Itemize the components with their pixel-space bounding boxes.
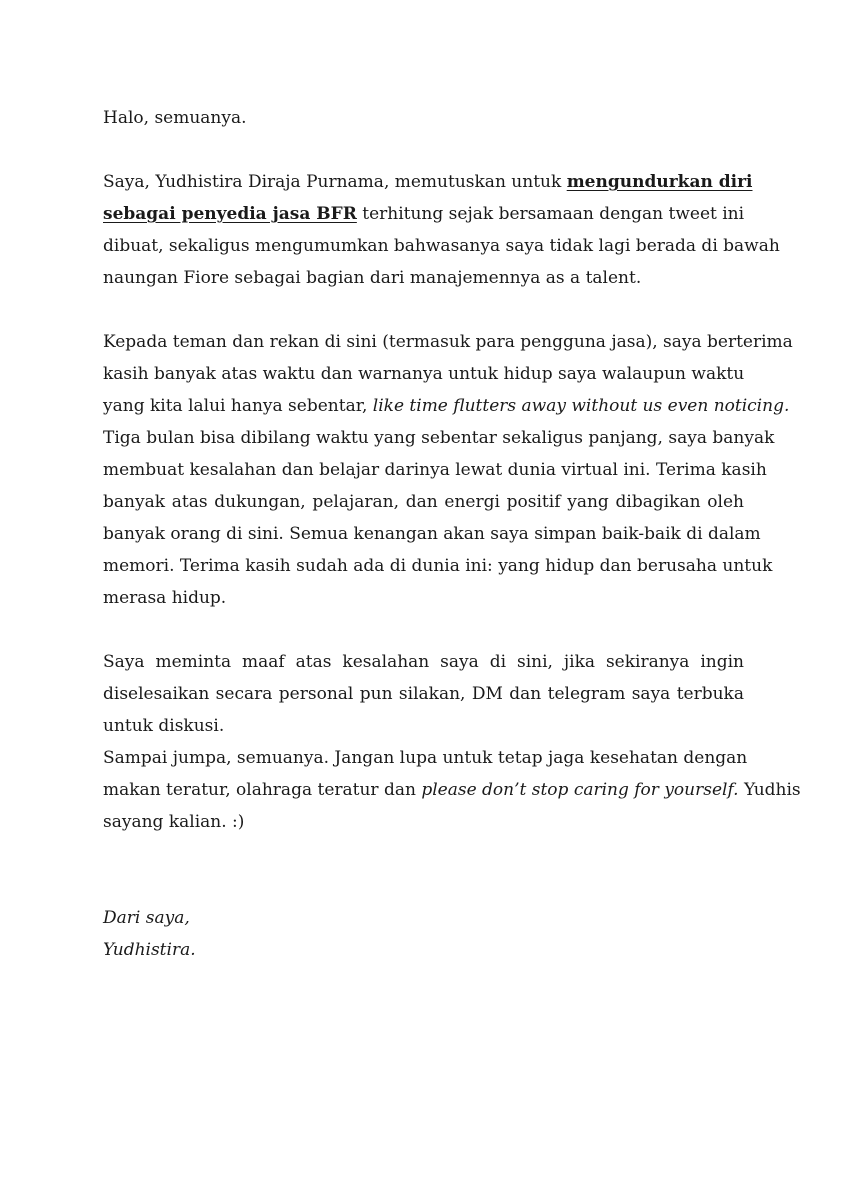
greeting-text: Halo, semuanya. xyxy=(103,108,247,128)
resignation-line-4: naungan Fiore sebagai bagian dari manajemennya as a talent. xyxy=(103,268,642,288)
farewell-italic-phrase: please don’t stop caring for yourself. xyxy=(421,780,739,800)
memories-line-1: Tiga bulan bisa dibilang waktu yang sebentar sekaligus panjang, saya banyak xyxy=(103,428,775,448)
apology-paragraph xyxy=(103,646,744,742)
thanks-line-2: kasih banyak atas waktu dan warnanya untuk hidup saya walaupun waktu xyxy=(103,364,745,384)
apology-line-2: diselesaikan secara personal pun silakan, DM dan telegram saya terbuka xyxy=(103,684,744,704)
apology-line-1: Saya meminta maaf atas kesalahan saya di sini, jika sekiranya ingin xyxy=(103,652,744,672)
thanks-line-3 xyxy=(103,390,790,422)
memories-line-2: membuat kesalahan dan belajar darinya lewat dunia virtual ini. Terima kasih xyxy=(103,460,767,480)
resignation-line-2 xyxy=(103,198,744,230)
memories-line-6: merasa hidup. xyxy=(103,588,227,608)
signoff-name: Yudhistira. xyxy=(103,940,196,960)
thanks-italic-phrase: like time flutters away without us even noticing. xyxy=(372,396,790,416)
resignation-line-1 xyxy=(103,166,753,198)
thanks-paragraph xyxy=(103,326,793,422)
signoff xyxy=(103,902,744,966)
farewell-text-end: Yudhis xyxy=(738,780,801,800)
farewell-line-3: sayang kalian. :) xyxy=(103,812,245,832)
apology-line-3: untuk diskusi. xyxy=(103,716,225,736)
resignation-emphasis-b: sebagai penyedia jasa BFR xyxy=(103,204,357,224)
resignation-text-a: Saya, Yudhistira Diraja Purnama, memutuskan untuk xyxy=(103,172,567,192)
resignation-paragraph xyxy=(103,166,780,294)
memories-paragraph xyxy=(103,422,775,614)
signoff-line-1: Dari saya, xyxy=(103,908,190,928)
letter-page xyxy=(103,102,801,966)
memories-line-4: banyak orang di sini. Semua kenangan akan saya simpan baik-baik di dalam xyxy=(103,524,761,544)
resignation-text-b: terhitung sejak bersamaan dengan tweet ini xyxy=(356,204,745,224)
thanks-text: yang kita lalui hanya sebentar, xyxy=(103,396,373,416)
farewell-line-2 xyxy=(103,774,801,806)
memories-line-5: memori. Terima kasih sudah ada di dunia ini: yang hidup dan berusaha untuk xyxy=(103,556,773,576)
resignation-line-3: dibuat, sekaligus mengumumkan bahwasanya saya tidak lagi berada di bawah xyxy=(103,236,780,256)
farewell-line-1: Sampai jumpa, semuanya. Jangan lupa untuk tetap jaga kesehatan dengan xyxy=(103,748,748,768)
farewell-text: makan teratur, olahraga teratur dan xyxy=(103,780,422,800)
thanks-line-1: Kepada teman dan rekan di sini (termasuk para pengguna jasa), saya berterima xyxy=(103,332,793,352)
greeting xyxy=(103,102,744,134)
memories-line-3: banyak atas dukungan, pelajaran, dan energi positif yang dibagikan oleh xyxy=(103,492,744,512)
farewell-paragraph xyxy=(103,742,801,838)
resignation-emphasis-a: mengundurkan diri xyxy=(566,172,753,192)
